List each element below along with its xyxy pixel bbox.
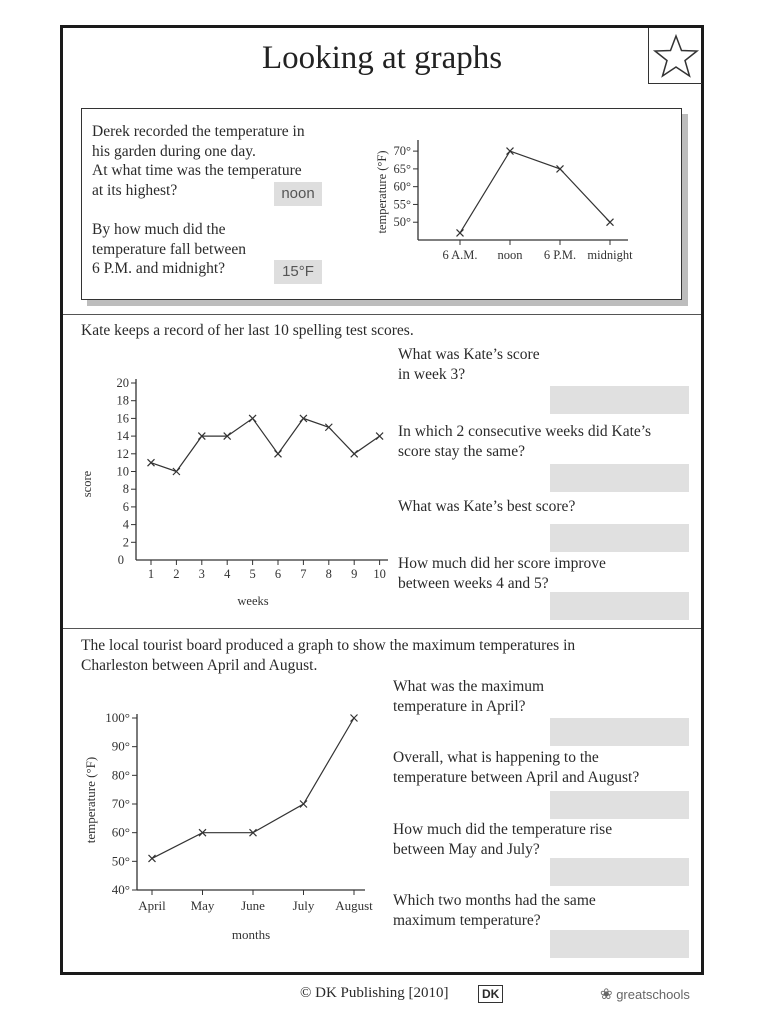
- answer-box-highest-time[interactable]: noon: [274, 182, 322, 206]
- x-axis-title: months: [231, 927, 271, 942]
- x-tick-label: 2: [173, 567, 180, 581]
- x-tick-label: midnight: [587, 248, 633, 262]
- section2-question3: What was Kate’s best score?: [398, 498, 576, 515]
- answer-box-temperature-rise[interactable]: [550, 858, 689, 886]
- y-tick-label: 10: [116, 464, 129, 479]
- greatschools-logo: [600, 985, 690, 1003]
- star-icon: [649, 28, 703, 84]
- section2-question2: In which 2 consecutive weeks did Kate’s score stay the same?: [398, 423, 652, 460]
- data-point-marker: [300, 415, 307, 422]
- y-tick-label: 100°: [105, 710, 130, 725]
- y-tick-label: 6: [122, 499, 129, 514]
- x-tick-label: 10: [373, 567, 386, 581]
- data-line: [460, 151, 610, 233]
- x-tick-label: May: [190, 898, 215, 913]
- chart-spelling-scores: [70, 370, 400, 615]
- section3-question1: What was the maximum temperature in April?: [393, 678, 545, 715]
- y-tick-label: 12: [116, 446, 129, 461]
- y-axis-title: temperature (°F): [375, 150, 389, 234]
- data-point-marker: [351, 450, 358, 457]
- y-tick-label: 2: [122, 535, 129, 550]
- y-axis-title: score: [80, 470, 94, 498]
- y-tick-label: 55°: [393, 197, 411, 212]
- data-point-marker: [351, 715, 358, 722]
- answer-box-best-score[interactable]: [550, 524, 689, 552]
- y-tick-label: 40°: [111, 882, 130, 897]
- data-point-marker: [557, 165, 564, 172]
- section1-question1: Derek recorded the temperature in his garden during one day. At what time was the temperature at its highest?: [92, 123, 305, 199]
- section3-question2: Overall, what is happening to the temperature between April and August?: [393, 749, 640, 786]
- section2-question1: What was Kate’s score in week 3?: [398, 346, 540, 383]
- y-tick-label: 70°: [111, 796, 130, 811]
- answer-box-same-score-weeks[interactable]: [550, 464, 689, 492]
- y-tick-label: 90°: [111, 738, 130, 754]
- chart-garden-temperature: [370, 130, 660, 270]
- data-point-marker: [249, 415, 256, 422]
- data-line: [151, 418, 380, 471]
- x-tick-label: 1: [147, 567, 155, 581]
- section1-question2: By how much did the temperature fall between 6 P.M. and midnight?: [92, 221, 247, 277]
- x-tick-label: 7: [300, 567, 307, 581]
- greatschools-wordmark: greatschools: [616, 987, 690, 1002]
- x-tick-label: 9: [351, 567, 358, 581]
- y-tick-label: 20: [116, 376, 129, 390]
- data-point-marker: [275, 450, 282, 457]
- y-tick-label: 14: [116, 429, 129, 444]
- section-divider: [63, 628, 701, 629]
- data-point-marker: [457, 229, 464, 236]
- section3-question3: How much did the temperature rise between May and July?: [393, 821, 613, 858]
- x-tick-label: July: [292, 898, 315, 913]
- x-tick-label: 6 A.M.: [442, 248, 478, 262]
- answer-box-april-temperature[interactable]: [550, 718, 689, 746]
- data-point-marker: [300, 801, 307, 808]
- y-tick-label: 50°: [393, 215, 411, 230]
- answer-box-same-temperature-months[interactable]: [550, 930, 689, 958]
- data-point-marker: [149, 855, 156, 862]
- section3-intro: The local tourist board produced a graph to show the maximum temperatures in Charleston between April and August.: [81, 637, 576, 674]
- x-tick-label: August: [335, 898, 373, 913]
- x-tick-label: 6: [274, 567, 282, 581]
- x-tick-label: noon: [497, 248, 523, 262]
- y-tick-label: 60°: [393, 179, 411, 194]
- page-title: Looking at graphs: [261, 40, 503, 76]
- x-tick-label: April: [138, 898, 166, 913]
- footer-copyright: © DK Publishing [2010]: [300, 985, 449, 1001]
- answer-box-score-improvement[interactable]: [550, 592, 689, 620]
- answer-box-week3-score[interactable]: [550, 386, 689, 414]
- section2-question4: How much did her score improve between weeks 4 and 5?: [398, 555, 606, 592]
- x-tick-label: 4: [224, 567, 231, 581]
- y-tick-label: 8: [122, 482, 129, 497]
- x-axis-title: weeks: [237, 594, 269, 608]
- data-point-marker: [325, 424, 332, 431]
- section-divider: [63, 314, 701, 315]
- data-point-marker: [376, 433, 383, 440]
- y-tick-label: 50°: [111, 853, 130, 869]
- x-tick-label: 3: [198, 567, 205, 581]
- x-tick-label: 6 P.M.: [543, 248, 577, 262]
- answer-box-temperature-trend[interactable]: [550, 791, 689, 819]
- star-badge: [648, 28, 702, 84]
- y-axis-title: temperature (°F): [83, 756, 98, 844]
- x-tick-label: June: [241, 898, 265, 913]
- data-point-marker: [507, 148, 514, 155]
- data-point-marker: [173, 468, 180, 475]
- y-tick-label: 18: [116, 393, 129, 408]
- y-tick-label: 65°: [393, 161, 411, 176]
- y-tick-label: 4: [122, 517, 129, 532]
- y-tick-label: 80°: [111, 767, 130, 783]
- data-point-marker: [607, 219, 614, 226]
- section2-intro: Kate keeps a record of her last 10 spelling test scores.: [81, 322, 414, 339]
- origin-label: 0: [117, 553, 124, 567]
- y-tick-label: 16: [116, 411, 129, 426]
- answer-box-temperature-fall[interactable]: 15°F: [274, 260, 322, 284]
- chart-charleston-temperature: [75, 700, 390, 950]
- data-point-marker: [148, 459, 155, 466]
- dk-logo: DK: [478, 985, 503, 1003]
- greatschools-swirl-icon: ❀: [600, 986, 613, 1003]
- x-tick-label: 8: [325, 567, 332, 581]
- data-line: [152, 718, 354, 858]
- section3-question4: Which two months had the same maximum temperature?: [393, 892, 596, 929]
- y-tick-label: 60°: [111, 824, 130, 840]
- x-tick-label: 5: [249, 567, 256, 581]
- y-tick-label: 70°: [393, 144, 411, 159]
